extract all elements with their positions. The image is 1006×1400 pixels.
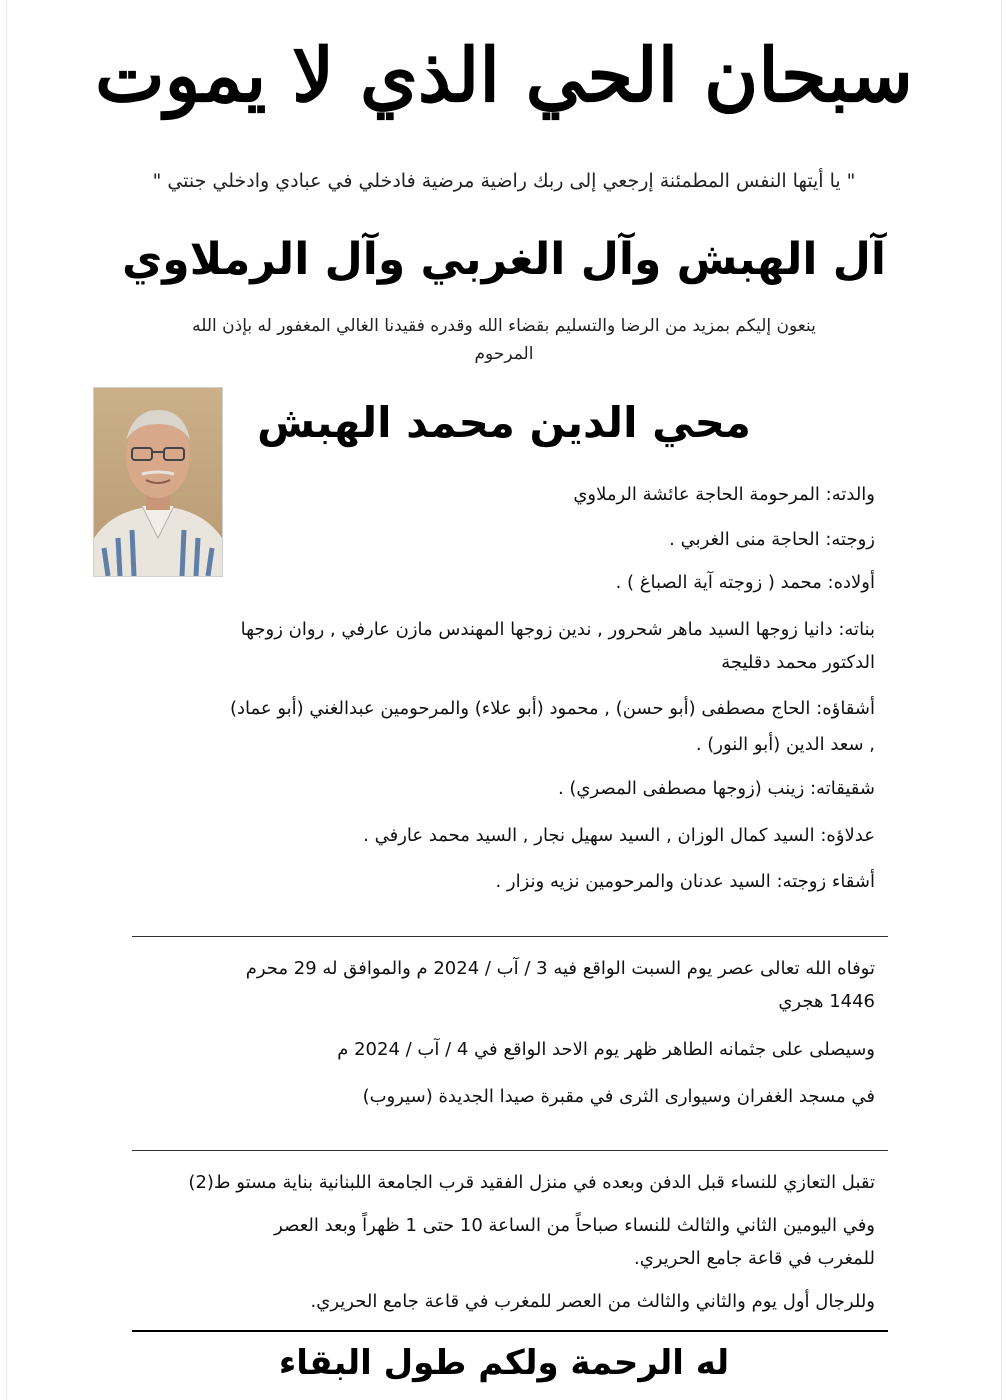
closing-phrase: له الرحمة ولكم طول البقاء [278, 1343, 730, 1383]
relative-sons: أولاده: محمد ( زوجته آية الصباغ ) . [615, 572, 875, 593]
relative-daughters-line-1: بناته: دانيا زوجها السيد ماهر شحرور , ندين زوجها المهندس مازن عارفي , روان زوجها [240, 619, 875, 640]
deceased-photo [93, 387, 223, 577]
relative-daughters-line-2: الدكتور محمد دقليجة [721, 652, 875, 673]
relative-brothers-line-2: , سعد الدين (أبو النور) . [695, 734, 875, 755]
relative-wife-siblings: أشقاء زوجته: السيد عدنان والمرحومين نزيه ونزار . [495, 871, 875, 892]
condolences-line-1: تقبل التعازي للنساء قبل الدفن وبعده في منزل الفقيد قرب الجامعة اللبنانية بناية مستو ط(2) [188, 1172, 875, 1193]
funeral-line-2: في مسجد الغفران وسيوارى الثرى في مقبرة صيدا الجديدة (سيروب) [362, 1086, 875, 1107]
deceased-name: محي الدين محمد الهبش [257, 398, 751, 447]
divider [132, 1150, 888, 1151]
obituary-page [6, 0, 1002, 1400]
condolences-line-4: وللرجال أول يوم والثاني والثالث من العصر للمغرب في قاعة جامع الحريري. [310, 1291, 875, 1312]
calligraphy-heading: سبحان الحي الذي لا يموت [95, 33, 913, 119]
relative-mother: والدته: المرحومة الحاجة عائشة الرملاوي [573, 484, 875, 505]
death-line-1: توفاه الله تعالى عصر يوم السبت الواقع فيه 3 / آب / 2024 م والموافق له 29 محرم [245, 958, 875, 979]
relative-in-laws: عدلاؤه: السيد كمال الوزان , السيد سهيل نجار , السيد محمد عارفي . [363, 825, 875, 846]
condolences [132, 1166, 875, 1318]
divider [132, 936, 888, 937]
funeral-line-1: وسيصلى على جثمانه الطاهر ظهر يوم الاحد الواقع في 4 / آب / 2024 م [337, 1039, 875, 1060]
intro-text [127, 312, 881, 368]
intro-line-2: المرحوم [474, 344, 534, 364]
relative-sisters: شقيقاته: زينب (زوجها مصطفى المصري) . [557, 778, 875, 799]
family-names: آل الهبش وآل الغربي وآل الرملاوي [121, 234, 887, 285]
condolences-line-2: وفي اليومين الثاني والثالث للنساء صباحاً من الساعة 10 حتى 1 ظهراً وبعد العصر [274, 1215, 875, 1236]
funeral-notice [132, 1033, 875, 1113]
divider [132, 1330, 888, 1332]
relative-wife: زوجته: الحاجة منى الغربي . [669, 529, 875, 550]
condolences-line-3: للمغرب في قاعة جامع الحريري. [633, 1248, 875, 1269]
death-line-2: 1446 هجري [778, 991, 875, 1012]
death-notice [132, 952, 875, 1018]
intro-line-1: ينعون إليكم بمزيد من الرضا والتسليم بقضاء الله وقدره فقيدنا الغالي المغفور له بإذن الله [192, 316, 816, 336]
portrait-image [94, 388, 222, 576]
relative-brothers-line-1: أشقاؤه: الحاج مصطفى (أبو حسن) , محمود (أبو علاء) والمرحومين عبدالغني (أبو عماد) [229, 698, 875, 719]
quran-verse: " يا أيتها النفس المطمئنة إرجعي إلى ربك راضية مرضية فادخلي في عبادي وادخلي جنتي " [152, 170, 856, 192]
